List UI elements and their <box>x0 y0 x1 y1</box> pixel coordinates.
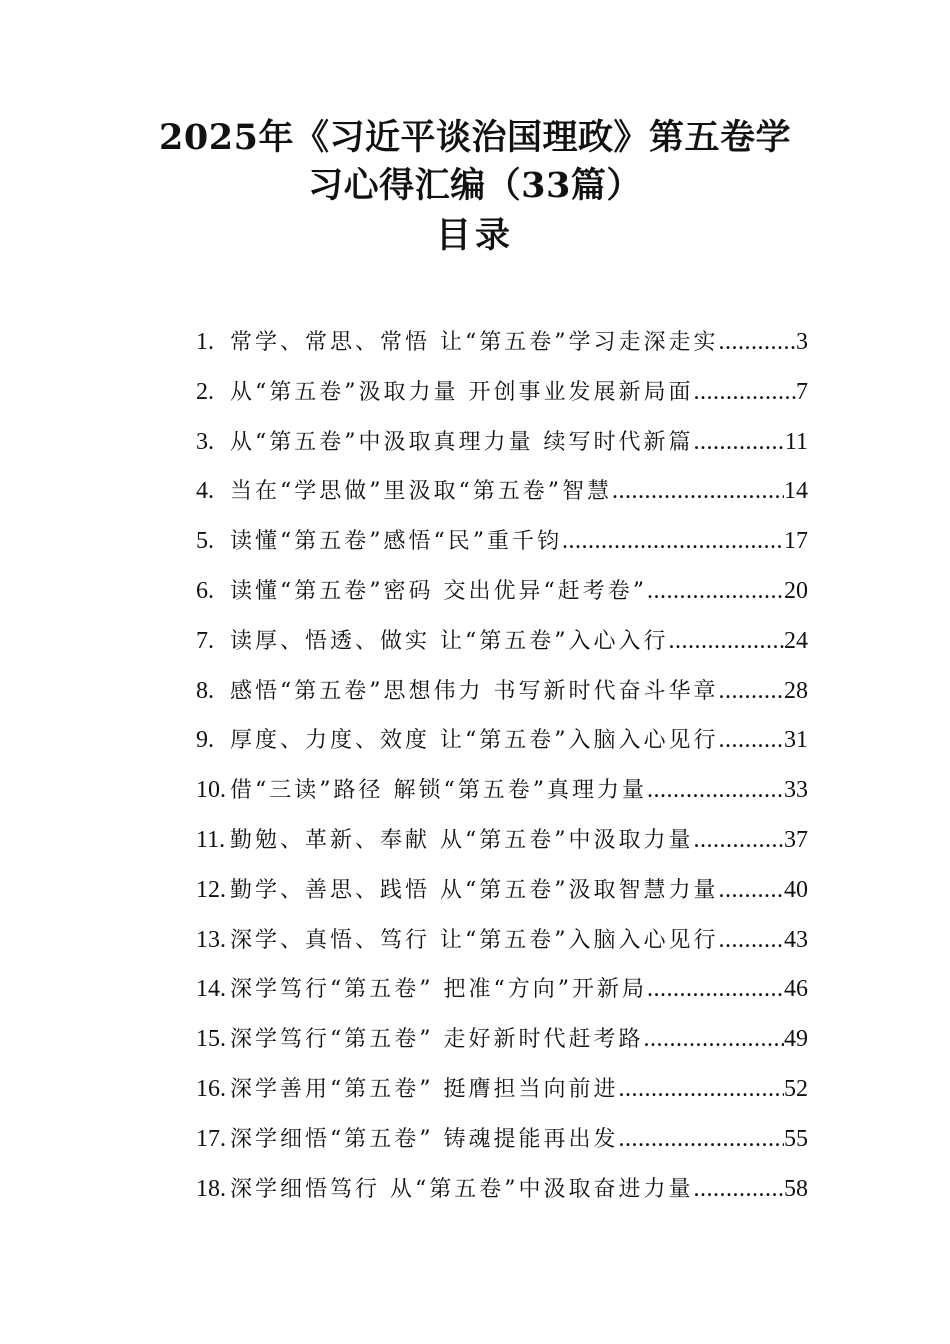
toc-entry-title: 勤学、善思、践悟 从“第五卷”汲取智慧力量 <box>230 877 719 903</box>
toc-entry-title: 从“第五卷”汲取力量 开创事业发展新局面 <box>230 379 694 405</box>
toc-entry-page: 55 <box>784 1125 808 1152</box>
toc-entry-title: 深学笃行“第五卷” 把准“方向”开新局 <box>230 977 647 1003</box>
toc-entry[interactable] <box>196 716 808 766</box>
toc-entry-page: 37 <box>784 826 808 853</box>
toc-entry-title: 从“第五卷”中汲取真理力量 续写时代新篇 <box>230 429 694 455</box>
toc-entry[interactable] <box>196 816 808 866</box>
toc-entry[interactable] <box>196 318 808 368</box>
toc-entry-number: 8. <box>196 677 214 704</box>
toc-entry-page: 52 <box>784 1075 808 1102</box>
toc-dot-leader <box>669 617 785 667</box>
toc-heading: 目录 <box>435 215 514 256</box>
toc-entry[interactable] <box>196 368 808 418</box>
toc-entry-page: 3 <box>796 329 808 355</box>
toc-dot-leader <box>719 716 785 766</box>
title-block <box>120 114 830 262</box>
toc-entry[interactable] <box>196 866 808 916</box>
toc-dot-leader <box>562 517 784 567</box>
toc-entry-page: 17 <box>784 528 808 555</box>
toc-entry-title: 当在“学思做”里汲取“第五卷”智慧 <box>230 479 612 505</box>
toc-entry-title: 深学善用“第五卷” 挺膺担当向前进 <box>230 1076 619 1102</box>
toc-entry-title: 常学、常思、常悟 让“第五卷”学习走深走实 <box>230 330 719 355</box>
toc-entry-title: 深学笃行“第五卷” 走好新时代赶考路 <box>230 1027 644 1053</box>
toc-dot-leader <box>719 916 785 966</box>
toc-entry-page: 33 <box>784 777 808 804</box>
toc-entry-number: 18. <box>196 1175 226 1202</box>
toc-entry[interactable] <box>196 1115 808 1165</box>
document-title-line-2: 习心得汇编（33篇） <box>308 165 642 206</box>
toc-entry-title: 深学细悟“第五卷” 铸魂提能再出发 <box>230 1126 619 1152</box>
toc-dot-leader <box>719 667 785 717</box>
document-title-line-1: 2025年《习近平谈治国理政》第五卷学 <box>159 117 791 158</box>
toc-entry-page: 7 <box>796 378 808 405</box>
toc-entry[interactable] <box>196 965 808 1015</box>
toc-dot-leader <box>612 467 784 517</box>
toc-entry-number: 7. <box>196 627 214 654</box>
toc-entry-number: 3. <box>196 428 214 455</box>
toc-entry-page: 49 <box>784 1026 808 1053</box>
toc-entry-number: 2. <box>196 378 214 405</box>
toc-entry-number: 6. <box>196 577 214 604</box>
toc-entry-number: 10. <box>196 777 226 804</box>
toc-entry-title: 读懂“第五卷”密码 交出优异“赶考卷” <box>230 578 647 604</box>
toc-dot-leader <box>694 1165 785 1215</box>
toc-entry-number: 16. <box>196 1075 226 1102</box>
toc-dot-leader <box>647 766 784 816</box>
toc-entry-title: 读厚、悟透、做实 让“第五卷”入心入行 <box>230 628 669 654</box>
toc-entry-page: 31 <box>784 727 808 754</box>
toc-entry-page: 40 <box>784 876 808 903</box>
toc-dot-leader <box>694 816 785 866</box>
toc-entry-title: 深学细悟笃行 从“第五卷”中汲取奋进力量 <box>230 1176 694 1202</box>
toc-entry-number: 17. <box>196 1125 226 1152</box>
toc-dot-leader <box>647 567 784 617</box>
toc-entry[interactable] <box>196 467 808 517</box>
toc-entry-title: 感悟“第五卷”思想伟力 书写新时代奋斗华章 <box>230 678 719 704</box>
toc-entry[interactable] <box>196 916 808 966</box>
toc-entry-page: 20 <box>784 577 808 604</box>
toc-dot-leader <box>719 866 785 916</box>
toc-entry-number: 4. <box>196 478 214 505</box>
toc-entry-title: 厚度、力度、效度 让“第五卷”入脑入心见行 <box>230 728 719 754</box>
toc-entry-page: 14 <box>784 478 808 505</box>
toc-dot-leader <box>694 418 785 468</box>
toc-dot-leader <box>619 1065 785 1115</box>
toc-entry-page: 46 <box>784 976 808 1003</box>
toc-entry-number: 1. <box>196 329 214 355</box>
toc-entry-title: 深学、真悟、笃行 让“第五卷”入脑入心见行 <box>230 927 719 953</box>
toc-entry-number: 12. <box>196 876 226 903</box>
toc-entry-number: 14. <box>196 976 226 1003</box>
toc-entry[interactable] <box>196 567 808 617</box>
toc-dot-leader <box>647 965 784 1015</box>
toc-entry[interactable] <box>196 418 808 468</box>
toc-entry[interactable] <box>196 517 808 567</box>
toc-entry-number: 15. <box>196 1026 226 1053</box>
toc-entry-title: 勤勉、革新、奉献 从“第五卷”中汲取力量 <box>230 827 694 853</box>
toc-dot-leader <box>644 1015 785 1065</box>
toc-entry[interactable] <box>196 667 808 717</box>
toc-entry-page: 43 <box>784 926 808 953</box>
toc-entry[interactable] <box>196 1165 808 1215</box>
toc-entry-title: 读懂“第五卷”感悟“民”重千钧 <box>230 529 562 555</box>
toc-entry-number: 5. <box>196 528 214 555</box>
toc-entry-page: 24 <box>784 627 808 654</box>
toc-dot-leader <box>694 368 797 418</box>
toc-entry-number: 13. <box>196 926 226 953</box>
toc-dot-leader <box>619 1115 785 1165</box>
toc-dot-leader <box>719 318 797 368</box>
toc-entry-page: 11 <box>784 428 808 455</box>
table-of-contents <box>196 318 808 1214</box>
toc-entry-page: 28 <box>784 677 808 704</box>
toc-entry[interactable] <box>196 1065 808 1115</box>
toc-entry[interactable] <box>196 617 808 667</box>
toc-entry[interactable] <box>196 766 808 816</box>
toc-entry-page: 58 <box>784 1175 808 1202</box>
toc-entry-number: 11. <box>196 826 226 853</box>
toc-entry-title: 借“三读”路径 解锁“第五卷”真理力量 <box>230 778 647 804</box>
toc-entry-number: 9. <box>196 727 214 754</box>
toc-entry[interactable] <box>196 1015 808 1065</box>
